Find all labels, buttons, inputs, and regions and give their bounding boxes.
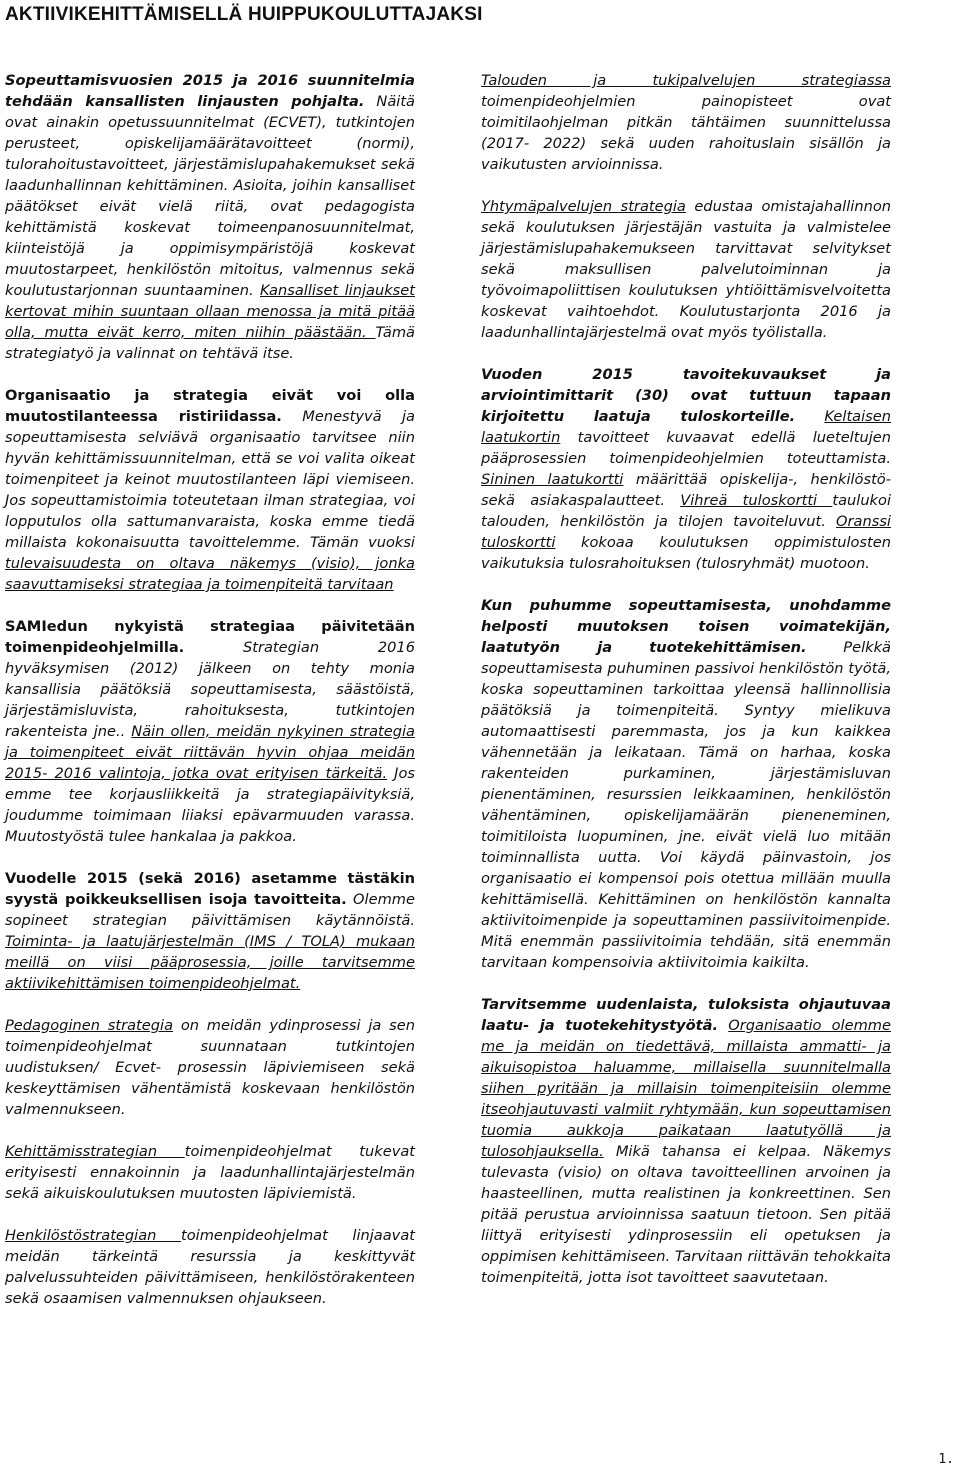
paragraph-text: Strategian 2016 hyväksymisen (2012) jälkeen on tehty monia kansallisia päätöksiä sopeuttamisesta, säästöistä, järjestämisluvista, rahoituksesta, tutkintojen rakenteista jne.. <box>5 639 415 740</box>
blue-card-label: Sininen laatukortti <box>481 471 624 488</box>
paragraph-text: määrittää opiskelija-, henkilöstö- sekä asiakaspalautteet. <box>481 471 892 509</box>
paragraph-text: kokoaa koulutuksen oppimistulosten vaikutuksia tulosrahoituksen (tulosryhmät) muotoon. <box>481 534 891 572</box>
paragraph-group-services-strategy <box>481 196 891 343</box>
paragraph-text: Näitä ovat ainakin opetussuunnitelmat (ECVET), tutkintojen perusteet, opiskelijamäärätavoitteet (normi), tulorahoitustavoitteet, järjestämislupahakemukset sekä laadunhallinnan kehittäminen. Asioita, joihin kansalliset päätökset eivät vielä riitä, ovat pedagogista kehittämistä koskevat toimeenpanosuunnitelmat, kiinteistöjä ja oppimisympäristöjä koskevat muutostarpeet, henkilöstön mitoitus, valmennus sekä koulutustarjonnan suuntaaminen. <box>5 93 416 299</box>
paragraph-text <box>718 1017 728 1034</box>
paragraph-personnel-strategy <box>5 1225 415 1309</box>
paragraph-national-guidelines <box>5 70 415 364</box>
underlined-text: tulevaisuudesta on oltava näkemys (visio), jonka saavuttamiseksi strategiaa ja toimenpiteitä tarvitaan <box>5 555 415 593</box>
orange-card-label: Oranssi tuloskortti <box>481 513 891 551</box>
green-card-label: Vihreä tuloskortti <box>680 492 833 509</box>
underlined-text: Toiminta- ja laatujärjestelmän (IMS / TOLA) mukaan meillä on viisi pääprosessia, joille tarvitsemme aktiivikehittämisen toimenpideohjelmat. <box>5 933 415 992</box>
paragraph-text: tavoitteet kuvaavat edellä lueteltujen pääprosessien toimenpideohjelmien toteuttamista. <box>481 429 891 467</box>
yellow-card-label: Keltaisen laatukortin <box>481 408 891 446</box>
paragraph-text: toimenpideohjelmat tukevat erityisesti ennakoinnin ja laadunhallintajärjestelmän sekä aikuiskoulutuksen muutosten läpiviemistä. <box>5 1143 416 1202</box>
paragraph-quality-development <box>481 994 891 1288</box>
underlined-text: Kansalliset linjaukset kertovat mihin suuntaan ollaan menossa ja mitä pitää olla, mutta eivät kerro, miten niihin päästään. <box>5 282 415 341</box>
right-column <box>481 70 891 1309</box>
paragraph-organisation-strategy <box>5 385 415 595</box>
paragraph-lead: Vuoden 2015 tavoitekuvaukset ja arviointimittarit (30) ovat tuttuun tapaan kirjoitettu laatuja tuloskorteille. <box>481 366 891 425</box>
paragraph-text: Tämä strategiatyö ja valinnat on tehtävä itse. <box>5 324 415 362</box>
paragraph-lead: Organisaatio ja strategia eivät voi olla muutostilanteessa ristiriidassa. <box>5 387 415 425</box>
paragraph-lead: SAMIedun nykyistä strategiaa päivitetään toimenpideohjelmilla. <box>5 618 415 656</box>
paragraph-text: Pelkkä sopeuttamisesta puhuminen passivoi henkilöstön työtä, koska sopeuttaminen tarkoittaa yleensä hallinnollisia päätöksiä ja toimenpiteitä. Syntyy mielikuva automaattisesti paremmasta, jos ja kun kaikkea vähennetään ja leikataan. Tämä on harhaa, koska rakenteiden purkaminen, järjestämisluvan pienentäminen, resurssien leikkaaminen, henkilöstön vähentäminen, opiskelijamäärän pieneneminen, toimitiloista luopuminen, jne. eivät vielä luo mitään toiminnallista uutta. Voi käydä päinvastoin, jos organisaatio ei kompensoi pois otettua millään muulla kehittämisellä. Kehittäminen on henkilöstön kannalta aktiivitoimenpide ja sopeuttaminen passiivitoimenpide. Mitä enemmän passiivitoimia tehdään, sitä enemmän tarvitaan kompensoivia aktiivitoimia kaikilta. <box>481 639 891 971</box>
page-title: AKTIIVIKEHITTÄMISELLÄ HUIPPUKOULUTTAJAKSI <box>5 4 483 25</box>
paragraph-pedagogical-strategy <box>5 1015 415 1120</box>
left-column <box>5 70 415 1330</box>
paragraph-text: edustaa omistajahallinnon sekä koulutuksen järjestäjän vastuita ja valmistelee järjestämislupahakemukseen tarvittavat selvitykset sekä maksullisen palvelutoiminnan ja työvoimapoliittisen koulutuksen yhtiöittämisvelvoitetta koskevat vaihtoehdot. Koulutustarjonta 2016 ja laadunhallintajärjestelmä ovat myös työlistalla. <box>481 198 892 341</box>
underlined-text: Talouden ja tukipalvelujen strategiassa <box>481 72 891 89</box>
paragraph-lead: Tarvitsemme uudenlaista, tuloksista ohjautuvaa laatu- ja tuotekehitystyötä. <box>481 996 891 1034</box>
paragraph-quality-cards <box>481 364 891 574</box>
underlined-text: Henkilöstöstrategian <box>5 1227 181 1244</box>
paragraph-lead: Vuodelle 2015 (sekä 2016) asetamme tästäkin syystä poikkeuksellisen isoja tavoitteita. <box>5 870 415 908</box>
paragraph-text: Mikä tahansa ei kelpaa. Näkemys tulevasta (visio) on oltava tavoitteellinen arvoinen ja haasteellinen, mutta realistinen ja konkreettinen. Sen pitää perustua arvioinnissa saatuun tietoon. Sen pitää liittyä erityisesti ydinprosessiin eli opetuksen ja oppimisen kehittämiseen. Tarvitaan riittävän tehokkaita toimenpiteitä, jotta isot tavoitteet saavutetaan. <box>481 1143 891 1286</box>
underlined-text: Pedagoginen strategia <box>5 1017 174 1034</box>
paragraph-text: on meidän ydinprosessi ja sen toimenpideohjelmat suunnataan tutkintojen uudistuksen/ Ecvet- prosessin läpiviemiseen sekä keskeyttämisen vähentämistä koskevaan henkilöstön valmennukseen. <box>5 1017 415 1118</box>
paragraph-lead: Sopeuttamisvuosien 2015 ja 2016 suunnitelmia tehdään kansallisten linjausten pohjalta. <box>5 72 415 110</box>
paragraph-text: Menestyvä ja sopeuttamisesta selviävä organisaatio tarvitsee niin hyvän kehittämissuunnitelman, että se voi valita oikeat toimenpiteet ja keinot muutostilanteen läpi viemiseen. Jos sopeuttamistoimia toteutetaan ilman strategiaa, voi lopputulos olla sattumanvaraista, koska emme tiedä millaista kokonaisuutta tavoittelemme. Tämän vuoksi <box>5 408 415 551</box>
underlined-text: Yhtymäpalvelujen strategia <box>481 198 686 215</box>
paragraph-text: Jos emme tee korjausliikkeitä ja strategiapäivityksiä, joudumme toimimaan liiaksi epävarmuuden varassa. Muutostyöstä tulee hankalaa ja pakkoa. <box>5 765 415 845</box>
paragraph-samiedu-strategy <box>5 616 415 847</box>
underlined-text: Näin ollen, meidän nykyinen strategia ja toimenpiteet eivät riittävän hyvin ohjaa meidän 2015- 2016 valintoja, jotka ovat erityisen tärkeitä. <box>5 723 415 782</box>
paragraph-lead: Kun puhumme sopeuttamisesta, unohdamme helposti muutoksen toisen voimatekijän, laatutyön ja tuotekehittämisen. <box>481 597 891 656</box>
page-number: 1. <box>938 1452 954 1467</box>
paragraph-development-strategy <box>5 1141 415 1204</box>
paragraph-text: toimenpideohjelmien painopisteet ovat toimitilaohjelman pitkän tähtäimen suunnittelussa (2017- 2022) sekä uuden rahoituslain sisällön ja vaikutusten arvioinnissa. <box>481 93 891 173</box>
paragraph-text: toimenpideohjelmat linjaavat meidän tärkeintä resurssia ja keskittyvät palvelussuhteiden päivittämiseen, henkilöstörakenteen sekä osaamisen valmennuksen ohjaukseen. <box>5 1227 415 1307</box>
underlined-text: Kehittämisstrategian <box>5 1143 185 1160</box>
paragraph-text: Olemme sopineet strategian päivittämisen käytännöistä. <box>5 891 415 929</box>
paragraph-finance-strategy <box>481 70 891 175</box>
paragraph-text <box>795 408 824 425</box>
paragraph-2015-targets <box>5 868 415 994</box>
paragraph-text: taulukoi talouden, henkilöstön ja tilojen tavoiteluvut. <box>481 492 891 530</box>
paragraph-adaptation <box>481 595 891 973</box>
underlined-text: Organisaatio olemme me ja meidän on tiedettävä, millaista ammatti- ja aikuisopistoa haluamme, millaisella suunnitelmalla siihen pyritään ja millaisin toimenpiteisiin olemme itseohjautuvasti valmiit ryhtymään, kun sopeuttamisen tuomia aukkoja paikataan laatutyöllä ja tulosohjauksella. <box>481 1017 892 1160</box>
